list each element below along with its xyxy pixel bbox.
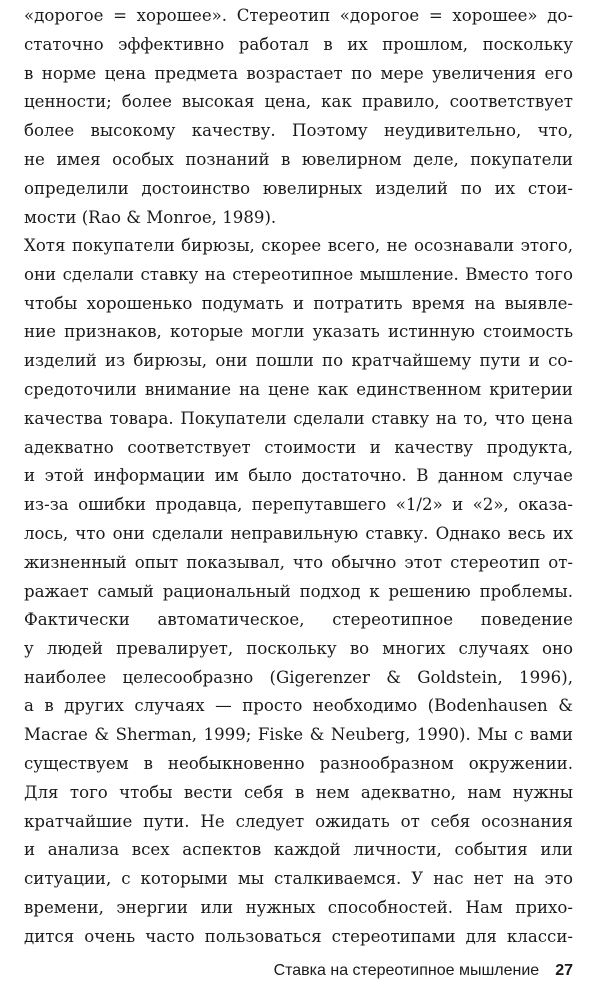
text-line: Для того чтобы вести себя в нем адекватно, нам нужны (24, 782, 573, 802)
text-line: ражает самый рациональный подход к решению проблемы. (24, 581, 573, 601)
text-line: времени, энергии или нужных способностей. Нам прихо- (24, 897, 573, 917)
text-line: ситуации, с которыми мы сталкиваемся. У нас нет на это (24, 869, 573, 889)
text-line: Хотя покупатели бирюзы, скорее всего, не осознавали этого, (24, 236, 573, 255)
text-line: чтобы хорошенько подумать и потратить время на выявле- (24, 293, 573, 313)
text-line: определили достоинство ювелирных изделий по их стои- (24, 178, 573, 198)
text-line: они сделали ставку на стереотипное мышление. Вместо того (24, 264, 573, 284)
running-title: Ставка на стереотипное мышление (273, 962, 540, 979)
text-line: адекватно соответствует стоимости и качеству продукта, (24, 437, 573, 457)
paragraph-3 (24, 606, 573, 952)
text-line: дится очень часто пользоваться стереотипами для класси- (24, 926, 573, 946)
text-line: ценности; более высокая цена, как правило, соответствует (24, 92, 573, 112)
text-line: жизненный опыт показывал, что обычно этот стереотип от- (24, 552, 573, 572)
text-line: кратчайшие пути. Не следует ожидать от себя осознания (24, 811, 573, 831)
text-line: Фактически автоматическое, стереотипное поведение (24, 610, 573, 629)
text-line: у людей превалирует, поскольку во многих случаях оно (24, 638, 573, 658)
text-line: в норме цена предмета возрастает по мере увеличения его (24, 63, 573, 83)
text-line: «дорогое = хорошее». Стереотип «дорогое = хорошее» до- (24, 6, 573, 25)
text-line: и этой информации им было достаточно. В данном случае (24, 466, 573, 486)
text-line: лось, что они сделали неправильную ставку. Однако весь их (24, 523, 573, 543)
text-line: мости (Rao & Monroe, 1989). (24, 207, 277, 227)
text-line: статочно эффективно работал в их прошлом, поскольку (24, 34, 573, 54)
text-line: Macrae & Sherman, 1999; Fiske & Neuberg, 1990). Мы с вами (24, 725, 573, 745)
text-line: не имея особых познаний в ювелирном деле, покупатели (24, 149, 573, 169)
text-line: из-за ошибки продавца, перепутавшего «1/2» и «2», оказа- (24, 495, 573, 515)
text-line: существуем в необыкновенно разнообразном окружении. (24, 753, 573, 773)
text-line: наиболее целесообразно (Gigerenzer & Goldstein, 1996), (24, 667, 573, 687)
text-line: средоточили внимание на цене как единственном критерии (24, 379, 573, 399)
text-line: ние признаков, которые могли указать истинную стоимость (24, 322, 573, 342)
text-line: качества товара. Покупатели сделали ставку на то, что цена (24, 408, 573, 428)
text-line: изделий из бирюзы, они пошли по кратчайшему пути и со- (24, 351, 573, 371)
text-line: а в других случаях — просто необходимо (Bodenhausen & (24, 696, 573, 716)
paragraph-1 (24, 2, 573, 232)
page-footer (274, 962, 573, 980)
text-line: более высокому качеству. Поэтому неудивительно, что, (24, 121, 573, 141)
paragraph-2 (24, 232, 573, 606)
page-number: 27 (555, 962, 573, 979)
text-line: и анализа всех аспектов каждой личности, события или (24, 840, 573, 860)
